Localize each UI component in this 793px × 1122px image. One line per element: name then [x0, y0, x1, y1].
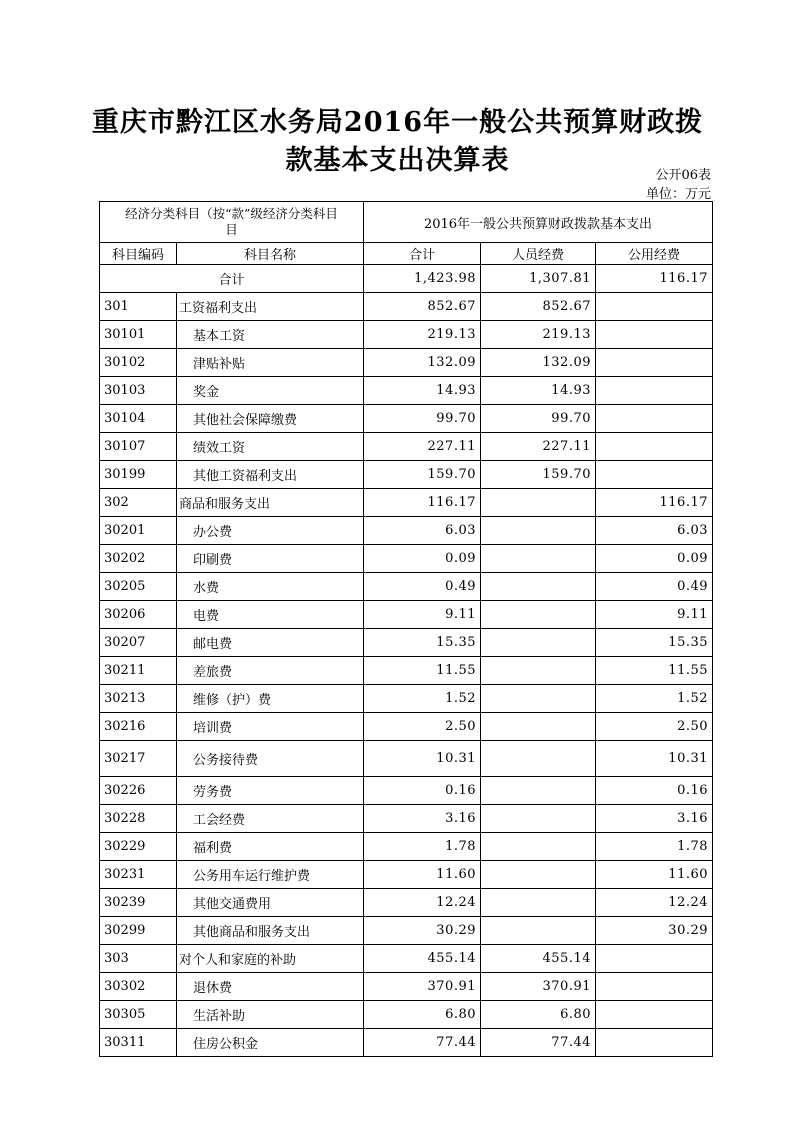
row-public [596, 973, 713, 1001]
row-total: 10.31 [364, 741, 481, 777]
row-personnel: 370.91 [481, 973, 596, 1001]
row-public: 1.78 [596, 833, 713, 861]
row-public [596, 461, 713, 489]
row-public: 11.55 [596, 657, 713, 685]
table-row [100, 741, 713, 777]
row-personnel [481, 805, 596, 833]
row-name: 办公费 [177, 517, 364, 545]
row-personnel: 14.93 [481, 377, 596, 405]
row-name: 其他社会保障缴费 [177, 405, 364, 433]
row-code: 30107 [100, 433, 177, 461]
row-total: 0.16 [364, 777, 481, 805]
row-name: 公务接待费 [177, 741, 364, 777]
row-code: 30207 [100, 629, 177, 657]
page-title: 重庆市黔江区水务局2016年一般公共预算财政拨 [91, 107, 704, 138]
row-total: 159.70 [364, 461, 481, 489]
row-public [596, 377, 713, 405]
row-code: 30104 [100, 405, 177, 433]
row-personnel [481, 713, 596, 741]
row-personnel [481, 629, 596, 657]
row-name: 其他工资福利支出 [177, 461, 364, 489]
total-public: 116.17 [596, 265, 713, 293]
row-name: 福利费 [177, 833, 364, 861]
row-public: 11.60 [596, 861, 713, 889]
row-code: 30302 [100, 973, 177, 1001]
table-row [100, 573, 713, 601]
header-code: 科目编码 [100, 243, 177, 265]
total-row [100, 265, 713, 293]
row-public: 2.50 [596, 713, 713, 741]
row-code: 30202 [100, 545, 177, 573]
header-total: 合计 [364, 243, 481, 265]
row-name: 其他交通费用 [177, 889, 364, 917]
row-total: 1.52 [364, 685, 481, 713]
row-total: 219.13 [364, 321, 481, 349]
row-public: 30.29 [596, 917, 713, 945]
row-public [596, 433, 713, 461]
row-public: 116.17 [596, 489, 713, 517]
row-personnel: 455.14 [481, 945, 596, 973]
row-total: 14.93 [364, 377, 481, 405]
row-personnel: 99.70 [481, 405, 596, 433]
row-name: 商品和服务支出 [177, 489, 364, 517]
table-row [100, 517, 713, 545]
row-personnel [481, 777, 596, 805]
table-row [100, 833, 713, 861]
table-row [100, 433, 713, 461]
row-code: 30211 [100, 657, 177, 685]
row-personnel: 227.11 [481, 433, 596, 461]
row-total: 3.16 [364, 805, 481, 833]
row-name: 培训费 [177, 713, 364, 741]
row-code: 30229 [100, 833, 177, 861]
row-code: 30239 [100, 889, 177, 917]
header-category-cell [100, 202, 364, 243]
row-total: 0.09 [364, 545, 481, 573]
row-code: 30226 [100, 777, 177, 805]
row-name: 水费 [177, 573, 364, 601]
table-row [100, 1001, 713, 1029]
table-row [100, 805, 713, 833]
row-public [596, 293, 713, 321]
row-code: 303 [100, 945, 177, 973]
row-personnel [481, 573, 596, 601]
total-total: 1,423.98 [364, 265, 481, 293]
total-personnel: 1,307.81 [481, 265, 596, 293]
table-row [100, 461, 713, 489]
row-name: 劳务费 [177, 777, 364, 805]
row-personnel [481, 657, 596, 685]
row-name: 对个人和家庭的补助 [177, 945, 364, 973]
row-personnel [481, 889, 596, 917]
unit-label: 单位：万元 [645, 187, 711, 202]
row-total: 99.70 [364, 405, 481, 433]
row-code: 302 [100, 489, 177, 517]
row-public: 0.09 [596, 545, 713, 573]
row-code: 30311 [100, 1029, 177, 1057]
row-total: 852.67 [364, 293, 481, 321]
row-code: 30299 [100, 917, 177, 945]
row-total: 30.29 [364, 917, 481, 945]
row-code: 30217 [100, 741, 177, 777]
row-total: 11.60 [364, 861, 481, 889]
row-name: 公务用车运行维护费 [177, 861, 364, 889]
row-total: 0.49 [364, 573, 481, 601]
row-name: 生活补助 [177, 1001, 364, 1029]
row-personnel: 219.13 [481, 321, 596, 349]
row-name: 邮电费 [177, 629, 364, 657]
row-total: 6.80 [364, 1001, 481, 1029]
form-number: 公开06表 [655, 168, 711, 183]
row-public: 10.31 [596, 741, 713, 777]
row-name: 基本工资 [177, 321, 364, 349]
table-row [100, 945, 713, 973]
row-personnel: 159.70 [481, 461, 596, 489]
row-personnel [481, 489, 596, 517]
row-personnel [481, 545, 596, 573]
row-public: 0.16 [596, 777, 713, 805]
row-total: 77.44 [364, 1029, 481, 1057]
header-row-category [100, 202, 713, 243]
table-row [100, 861, 713, 889]
row-code: 30103 [100, 377, 177, 405]
table-row [100, 601, 713, 629]
row-code: 30216 [100, 713, 177, 741]
row-name: 工会经费 [177, 805, 364, 833]
table-row [100, 489, 713, 517]
row-total: 455.14 [364, 945, 481, 973]
row-personnel: 132.09 [481, 349, 596, 377]
header-row-columns [100, 243, 713, 265]
row-total: 370.91 [364, 973, 481, 1001]
row-public [596, 349, 713, 377]
row-name: 工资福利支出 [177, 293, 364, 321]
row-public: 1.52 [596, 685, 713, 713]
table-row [100, 629, 713, 657]
row-personnel [481, 601, 596, 629]
row-name: 住房公积金 [177, 1029, 364, 1057]
table-row [100, 321, 713, 349]
table-row [100, 377, 713, 405]
row-total: 132.09 [364, 349, 481, 377]
row-total: 2.50 [364, 713, 481, 741]
row-name: 其他商品和服务支出 [177, 917, 364, 945]
row-personnel [481, 741, 596, 777]
row-name: 绩效工资 [177, 433, 364, 461]
row-total: 15.35 [364, 629, 481, 657]
row-code: 30213 [100, 685, 177, 713]
row-code: 30102 [100, 349, 177, 377]
row-personnel [481, 861, 596, 889]
row-name: 电费 [177, 601, 364, 629]
row-personnel: 6.80 [481, 1001, 596, 1029]
table-row [100, 349, 713, 377]
row-public: 12.24 [596, 889, 713, 917]
table-row [100, 917, 713, 945]
total-label: 合计 [100, 265, 364, 293]
row-personnel: 77.44 [481, 1029, 596, 1057]
table-row [100, 657, 713, 685]
row-name: 差旅费 [177, 657, 364, 685]
row-code: 30199 [100, 461, 177, 489]
row-personnel [481, 685, 596, 713]
row-public: 3.16 [596, 805, 713, 833]
row-code: 30101 [100, 321, 177, 349]
row-code: 30305 [100, 1001, 177, 1029]
header-main: 2016年一般公共预算财政拨款基本支出 [364, 202, 713, 243]
row-public: 15.35 [596, 629, 713, 657]
row-total: 116.17 [364, 489, 481, 517]
row-name: 奖金 [177, 377, 364, 405]
row-public [596, 321, 713, 349]
header-public: 公用经费 [596, 243, 713, 265]
row-public [596, 1001, 713, 1029]
table-row [100, 1029, 713, 1057]
row-name: 维修（护）费 [177, 685, 364, 713]
row-personnel [481, 917, 596, 945]
row-total: 227.11 [364, 433, 481, 461]
table-row [100, 973, 713, 1001]
row-public: 6.03 [596, 517, 713, 545]
page-title-continued: 款基本支出决算表 [285, 145, 510, 176]
row-public [596, 405, 713, 433]
header-category-continued: 目 [225, 222, 238, 237]
row-public: 9.11 [596, 601, 713, 629]
row-name: 退休费 [177, 973, 364, 1001]
row-public: 0.49 [596, 573, 713, 601]
row-code: 30231 [100, 861, 177, 889]
table-row [100, 545, 713, 573]
table-row [100, 777, 713, 805]
table-row [100, 713, 713, 741]
budget-table [99, 201, 713, 1057]
row-personnel [481, 833, 596, 861]
table-row [100, 889, 713, 917]
header-personnel: 人员经费 [481, 243, 596, 265]
row-name: 津贴补贴 [177, 349, 364, 377]
row-code: 30228 [100, 805, 177, 833]
row-personnel: 852.67 [481, 293, 596, 321]
row-code: 30201 [100, 517, 177, 545]
row-total: 9.11 [364, 601, 481, 629]
row-code: 301 [100, 293, 177, 321]
row-total: 6.03 [364, 517, 481, 545]
row-code: 30206 [100, 601, 177, 629]
table-row [100, 293, 713, 321]
header-name: 科目名称 [177, 243, 364, 265]
row-code: 30205 [100, 573, 177, 601]
row-name: 印刷费 [177, 545, 364, 573]
row-public [596, 1029, 713, 1057]
row-total: 1.78 [364, 833, 481, 861]
table-row [100, 405, 713, 433]
row-total: 12.24 [364, 889, 481, 917]
row-public [596, 945, 713, 973]
row-personnel [481, 517, 596, 545]
header-category: 经济分类科目（按“款”级经济分类科目 [125, 206, 338, 221]
table-row [100, 685, 713, 713]
row-total: 11.55 [364, 657, 481, 685]
